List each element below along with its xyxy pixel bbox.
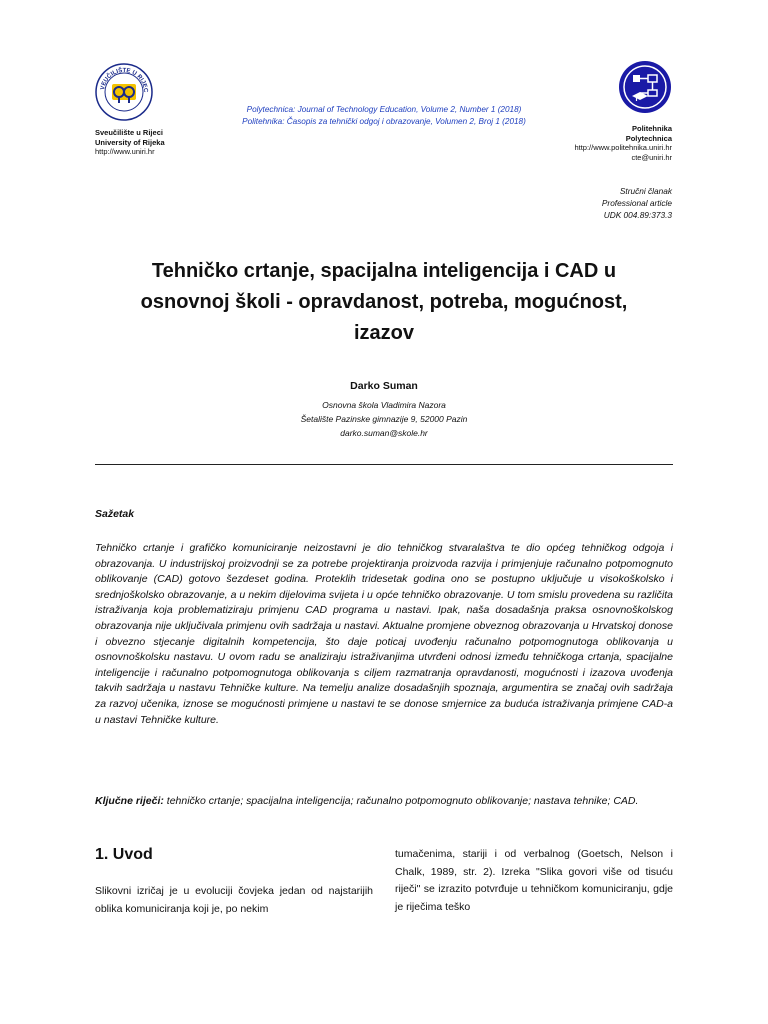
author-affiliation (200, 398, 568, 440)
politehnika-email-link[interactable]: cte@uniri.hr (631, 152, 672, 162)
seal-text: VEUČILIŠTE U RIJEC (100, 67, 149, 93)
politehnika-info (574, 124, 672, 162)
politehnika-name-hr: Politehnika (631, 124, 672, 133)
politehnika-logo-icon (618, 60, 672, 114)
politehnika-logo (618, 60, 672, 114)
header-divider (95, 464, 673, 465)
author-email-link[interactable]: darko.suman@skole.hr (340, 428, 428, 438)
body-text-right-column: tumačenima, stariji i od verbalnog (Goetsch, Nelson i Chalk, 1989, str. 2). Izreka "Slika govori više od tisuću riječi" se izrazito potvrđuje u tehničkom komuniciranju, gdje je riječima teško (395, 848, 673, 913)
university-info (95, 128, 165, 157)
body-text-left-column: Slikovni izričaj je u evoluciji čovjeka jedan od najstarijih oblika komuniciranja koji je, po nekim (95, 885, 373, 915)
politehnika-url-link[interactable]: http://www.politehnika.uniri.hr (574, 143, 672, 152)
article-type-hr: Stručni članak (619, 186, 672, 196)
journal-title-en: Polytechnica: Journal of Technology Education, Volume 2, Number 1 (2018) (246, 105, 522, 114)
university-url-link[interactable]: http://www.uniri.hr (95, 147, 155, 156)
journal-citation (200, 104, 568, 128)
keywords-paragraph (95, 794, 673, 810)
keywords-list: tehničko crtanje; spacijalna inteligencija; računalno potpomognuto oblikovanje; nastava tehnike; CAD. (163, 795, 639, 807)
article-type-block (602, 185, 672, 221)
abstract-text: Tehničko crtanje i grafičko komuniciranje neizostavni je dio tehničkog stvaralaštva te dio općeg tehničkog odgoja i obrazovanja. U industrijskoj proizvodnji se za potrebe projektiranja proizvoda razvija i primjenjuje računalno potpomognuto oblikovanje (CAD) gotovo šezdeset godina. Proteklih tridesetak godina ono se postupno uključuje u visokoškolsko i srednjoškolsko obrazovanje, a u nekim dijelovima svijeta i u opće tehničko obrazovanje. U tom smislu provedena su različita istraživanja koja problematiziraju primjenu CAD programa u nastavi. Ipak, naša dosadašnja praksa osnovnoškolskog obrazovanja nije uključivala primjenu ovih sadržaja u nastavi. Aktualne promjene obveznog obrazovanja u Hrvatskoj donose i obvezno stjecanje digitalnih kompetencija, što daje poticaj uvođenju računalno potpomognutoga oblikovanja u osnovnoškolsku nastavu. U ovom radu se analiziraju istraživanjima utvrđeni odnosi između tehničkoga crtanja, spacijalne inteligencije i računalno potpomognutoga oblikovanja s ciljem razmatranja opravdanosti, mogućnosti i izazova uvođenja takvih sadržaja u nastavu Tehničke kulture. Na temelju analize dosadašnjih spoznaja, argumentira se značaj ovih sadržaja za razvoj učenika, iznose se mogućnosti primjene u nastavi te se donose smjernice za buduća istraživanja primjene CAD-a u nastavi Tehničke kulture. (95, 542, 673, 726)
article-title: Tehničko crtanje, spacijalna inteligencija i CAD u osnovnoj školi - opravdanost, potreba, mogućnost, izazov (140, 260, 628, 344)
university-name-hr: Sveučilište u Rijeci (95, 128, 163, 137)
article-type-en: Professional article (601, 198, 672, 208)
affiliation-school: Osnovna škola Vladimira Nazora (322, 400, 446, 410)
university-seal-logo (95, 63, 153, 121)
affiliation-address: Šetalište Pazinske gimnazije 9, 52000 Pazin (300, 414, 468, 424)
abstract-heading: Sažetak (95, 508, 135, 520)
university-name-en: University of Rijeka (95, 137, 165, 147)
politehnika-name-en: Polytechnica (625, 133, 672, 143)
udk-code: UDK 004.89:373.3 (603, 210, 672, 220)
university-seal-icon (95, 63, 153, 121)
keywords-label: Ključne riječi: (95, 795, 164, 807)
section-heading-introduction: 1. Uvod (95, 846, 153, 863)
author-name: Darko Suman (350, 380, 418, 392)
journal-title-hr: Politehnika: Časopis za tehnički odgoj i obrazovanje, Volumen 2, Broj 1 (2018) (242, 117, 526, 126)
